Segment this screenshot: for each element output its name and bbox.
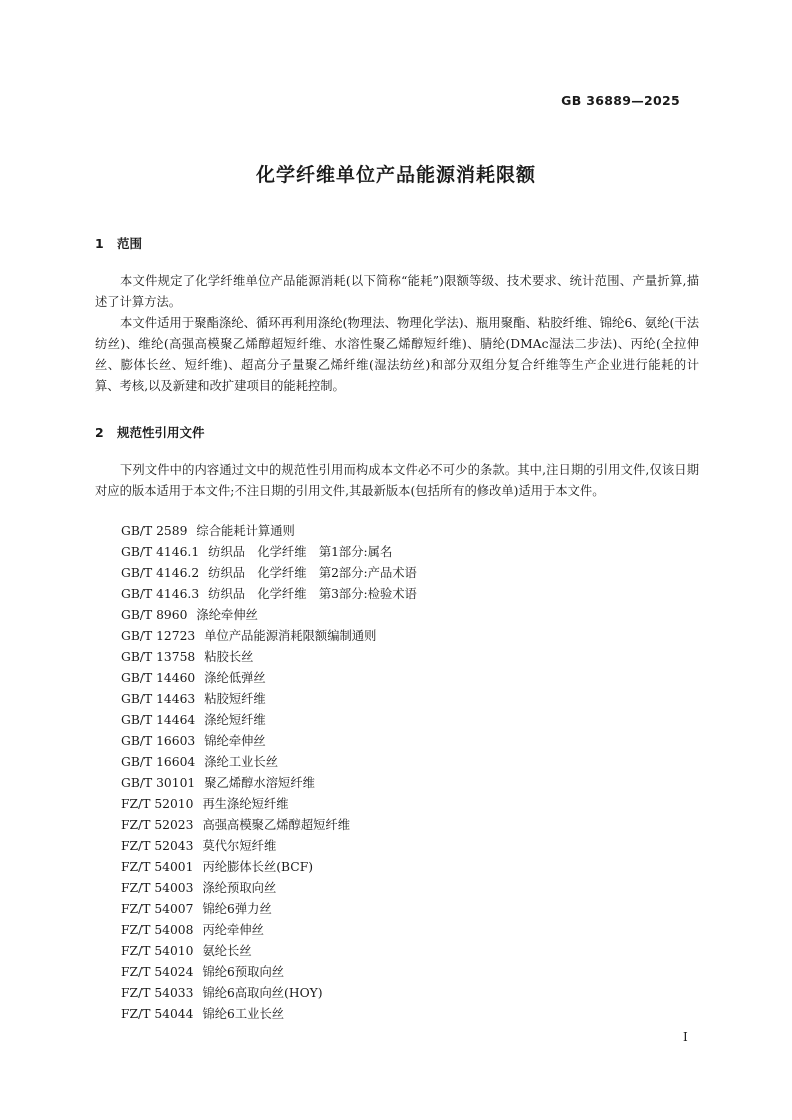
reference-title: 高强高模聚乙烯醇超短纤维 — [202, 818, 351, 832]
reference-item — [121, 920, 417, 941]
reference-title: 综合能耗计算通则 — [196, 524, 295, 538]
reference-item — [121, 773, 417, 794]
reference-item — [121, 752, 417, 773]
reference-title: 锦纶6预取向丝 — [202, 965, 285, 979]
reference-item — [121, 542, 417, 563]
reference-item — [121, 941, 417, 962]
reference-code: GB/T 16604 — [121, 755, 196, 769]
reference-code: FZ/T 52023 — [121, 818, 194, 832]
reference-code: GB/T 14460 — [121, 671, 196, 685]
reference-code: GB/T 4146.3 — [121, 587, 200, 601]
reference-title: 氨纶长丝 — [202, 944, 252, 958]
reference-title: 粘胶长丝 — [204, 650, 254, 664]
reference-title: 锦纶6高取向丝(HOY) — [202, 986, 323, 1000]
reference-title: 丙纶膨体长丝(BCF) — [202, 860, 314, 874]
document-title: 化学纤维单位产品能源消耗限额 — [255, 164, 536, 186]
reference-title: 丙纶牵伸丝 — [202, 923, 264, 937]
reference-title: 锦纶牵伸丝 — [204, 734, 266, 748]
section-title: 范围 — [117, 236, 143, 251]
reference-title: 涤纶牵伸丝 — [196, 608, 258, 622]
section-heading-scope — [95, 234, 142, 252]
reference-code: GB/T 14464 — [121, 713, 196, 727]
reference-item — [121, 647, 417, 668]
section-heading-normative-references — [95, 423, 205, 441]
reference-title: 涤纶预取向丝 — [202, 881, 277, 895]
reference-code: FZ/T 52043 — [121, 839, 194, 853]
reference-item — [121, 563, 417, 584]
reference-title: 涤纶工业长丝 — [204, 755, 279, 769]
reference-code: GB/T 4146.1 — [121, 545, 200, 559]
reference-code: GB/T 30101 — [121, 776, 196, 790]
reference-title: 锦纶6弹力丝 — [202, 902, 272, 916]
reference-code: FZ/T 54003 — [121, 881, 194, 895]
reference-item — [121, 1004, 417, 1025]
page-number: I — [683, 1030, 688, 1044]
paragraph: 下列文件中的内容通过文中的规范性引用而构成本文件必不可少的条款。其中,注日期的引用文件,仅该日期对应的版本适用于本文件;不注日期的引用文件,其最新版本(包括所有的修改单)适用于本文件。 — [95, 463, 699, 498]
reference-code: GB/T 4146.2 — [121, 566, 200, 580]
reference-title: 涤纶短纤维 — [204, 713, 266, 727]
reference-title: 聚乙烯醇水溶短纤维 — [204, 776, 315, 790]
reference-item — [121, 878, 417, 899]
reference-item — [121, 794, 417, 815]
section-number: 1 — [95, 236, 104, 251]
reference-code: FZ/T 54044 — [121, 1007, 194, 1021]
reference-item — [121, 836, 417, 857]
reference-item — [121, 983, 417, 1004]
reference-code: FZ/T 54008 — [121, 923, 194, 937]
reference-item — [121, 857, 417, 878]
reference-code: GB/T 8960 — [121, 608, 188, 622]
section-number: 2 — [95, 425, 104, 440]
reference-title: 单位产品能源消耗限额编制通则 — [204, 629, 377, 643]
reference-item — [121, 899, 417, 920]
reference-title: 锦纶6工业长丝 — [202, 1007, 285, 1021]
reference-item — [121, 626, 417, 647]
reference-code: FZ/T 54001 — [121, 860, 194, 874]
reference-title: 纺织品 化学纤维 第3部分:检验术语 — [208, 587, 417, 601]
reference-code: GB/T 2589 — [121, 524, 188, 538]
reference-title: 粘胶短纤维 — [204, 692, 266, 706]
reference-code: GB/T 12723 — [121, 629, 196, 643]
reference-item — [121, 689, 417, 710]
reference-item — [121, 962, 417, 983]
reference-title: 涤纶低弹丝 — [204, 671, 266, 685]
reference-item — [121, 668, 417, 689]
reference-code: FZ/T 54010 — [121, 944, 194, 958]
reference-code: GB/T 14463 — [121, 692, 196, 706]
reference-item — [121, 521, 417, 542]
reference-item — [121, 815, 417, 836]
reference-item — [121, 605, 417, 626]
reference-code: FZ/T 54024 — [121, 965, 194, 979]
paragraph: 本文件适用于聚酯涤纶、循环再利用涤纶(物理法、物理化学法)、瓶用聚酯、粘胶纤维、锦纶6、氨纶(干法纺丝)、维纶(高强高模聚乙烯醇超短纤维、水溶性聚乙烯醇短纤维)、腈纶(DMAc湿法二步法)、丙纶(全拉伸丝、膨体长丝、短纤维)、超高分子量聚乙烯纤维(湿法纺丝)和部分双组分复合纤维等生产企业进行能耗的计算、考核,以及新建和改扩建项目的能耗控制。 — [95, 316, 699, 393]
section-title: 规范性引用文件 — [117, 425, 205, 440]
reference-title: 纺织品 化学纤维 第1部分:属名 — [208, 545, 393, 559]
reference-item — [121, 584, 417, 605]
standard-code: GB 36889—2025 — [561, 93, 680, 108]
reference-item — [121, 710, 417, 731]
reference-item — [121, 731, 417, 752]
reference-code: GB/T 16603 — [121, 734, 196, 748]
reference-code: GB/T 13758 — [121, 650, 196, 664]
reference-title: 再生涤纶短纤维 — [202, 797, 289, 811]
reference-list — [121, 521, 417, 1025]
reference-title: 莫代尔短纤维 — [202, 839, 277, 853]
reference-code: FZ/T 54033 — [121, 986, 194, 1000]
reference-title: 纺织品 化学纤维 第2部分:产品术语 — [208, 566, 417, 580]
paragraph: 本文件规定了化学纤维单位产品能源消耗(以下简称“能耗”)限额等级、技术要求、统计范围、产量折算,描述了计算方法。 — [95, 274, 699, 309]
reference-code: FZ/T 54007 — [121, 902, 194, 916]
reference-code: FZ/T 52010 — [121, 797, 194, 811]
